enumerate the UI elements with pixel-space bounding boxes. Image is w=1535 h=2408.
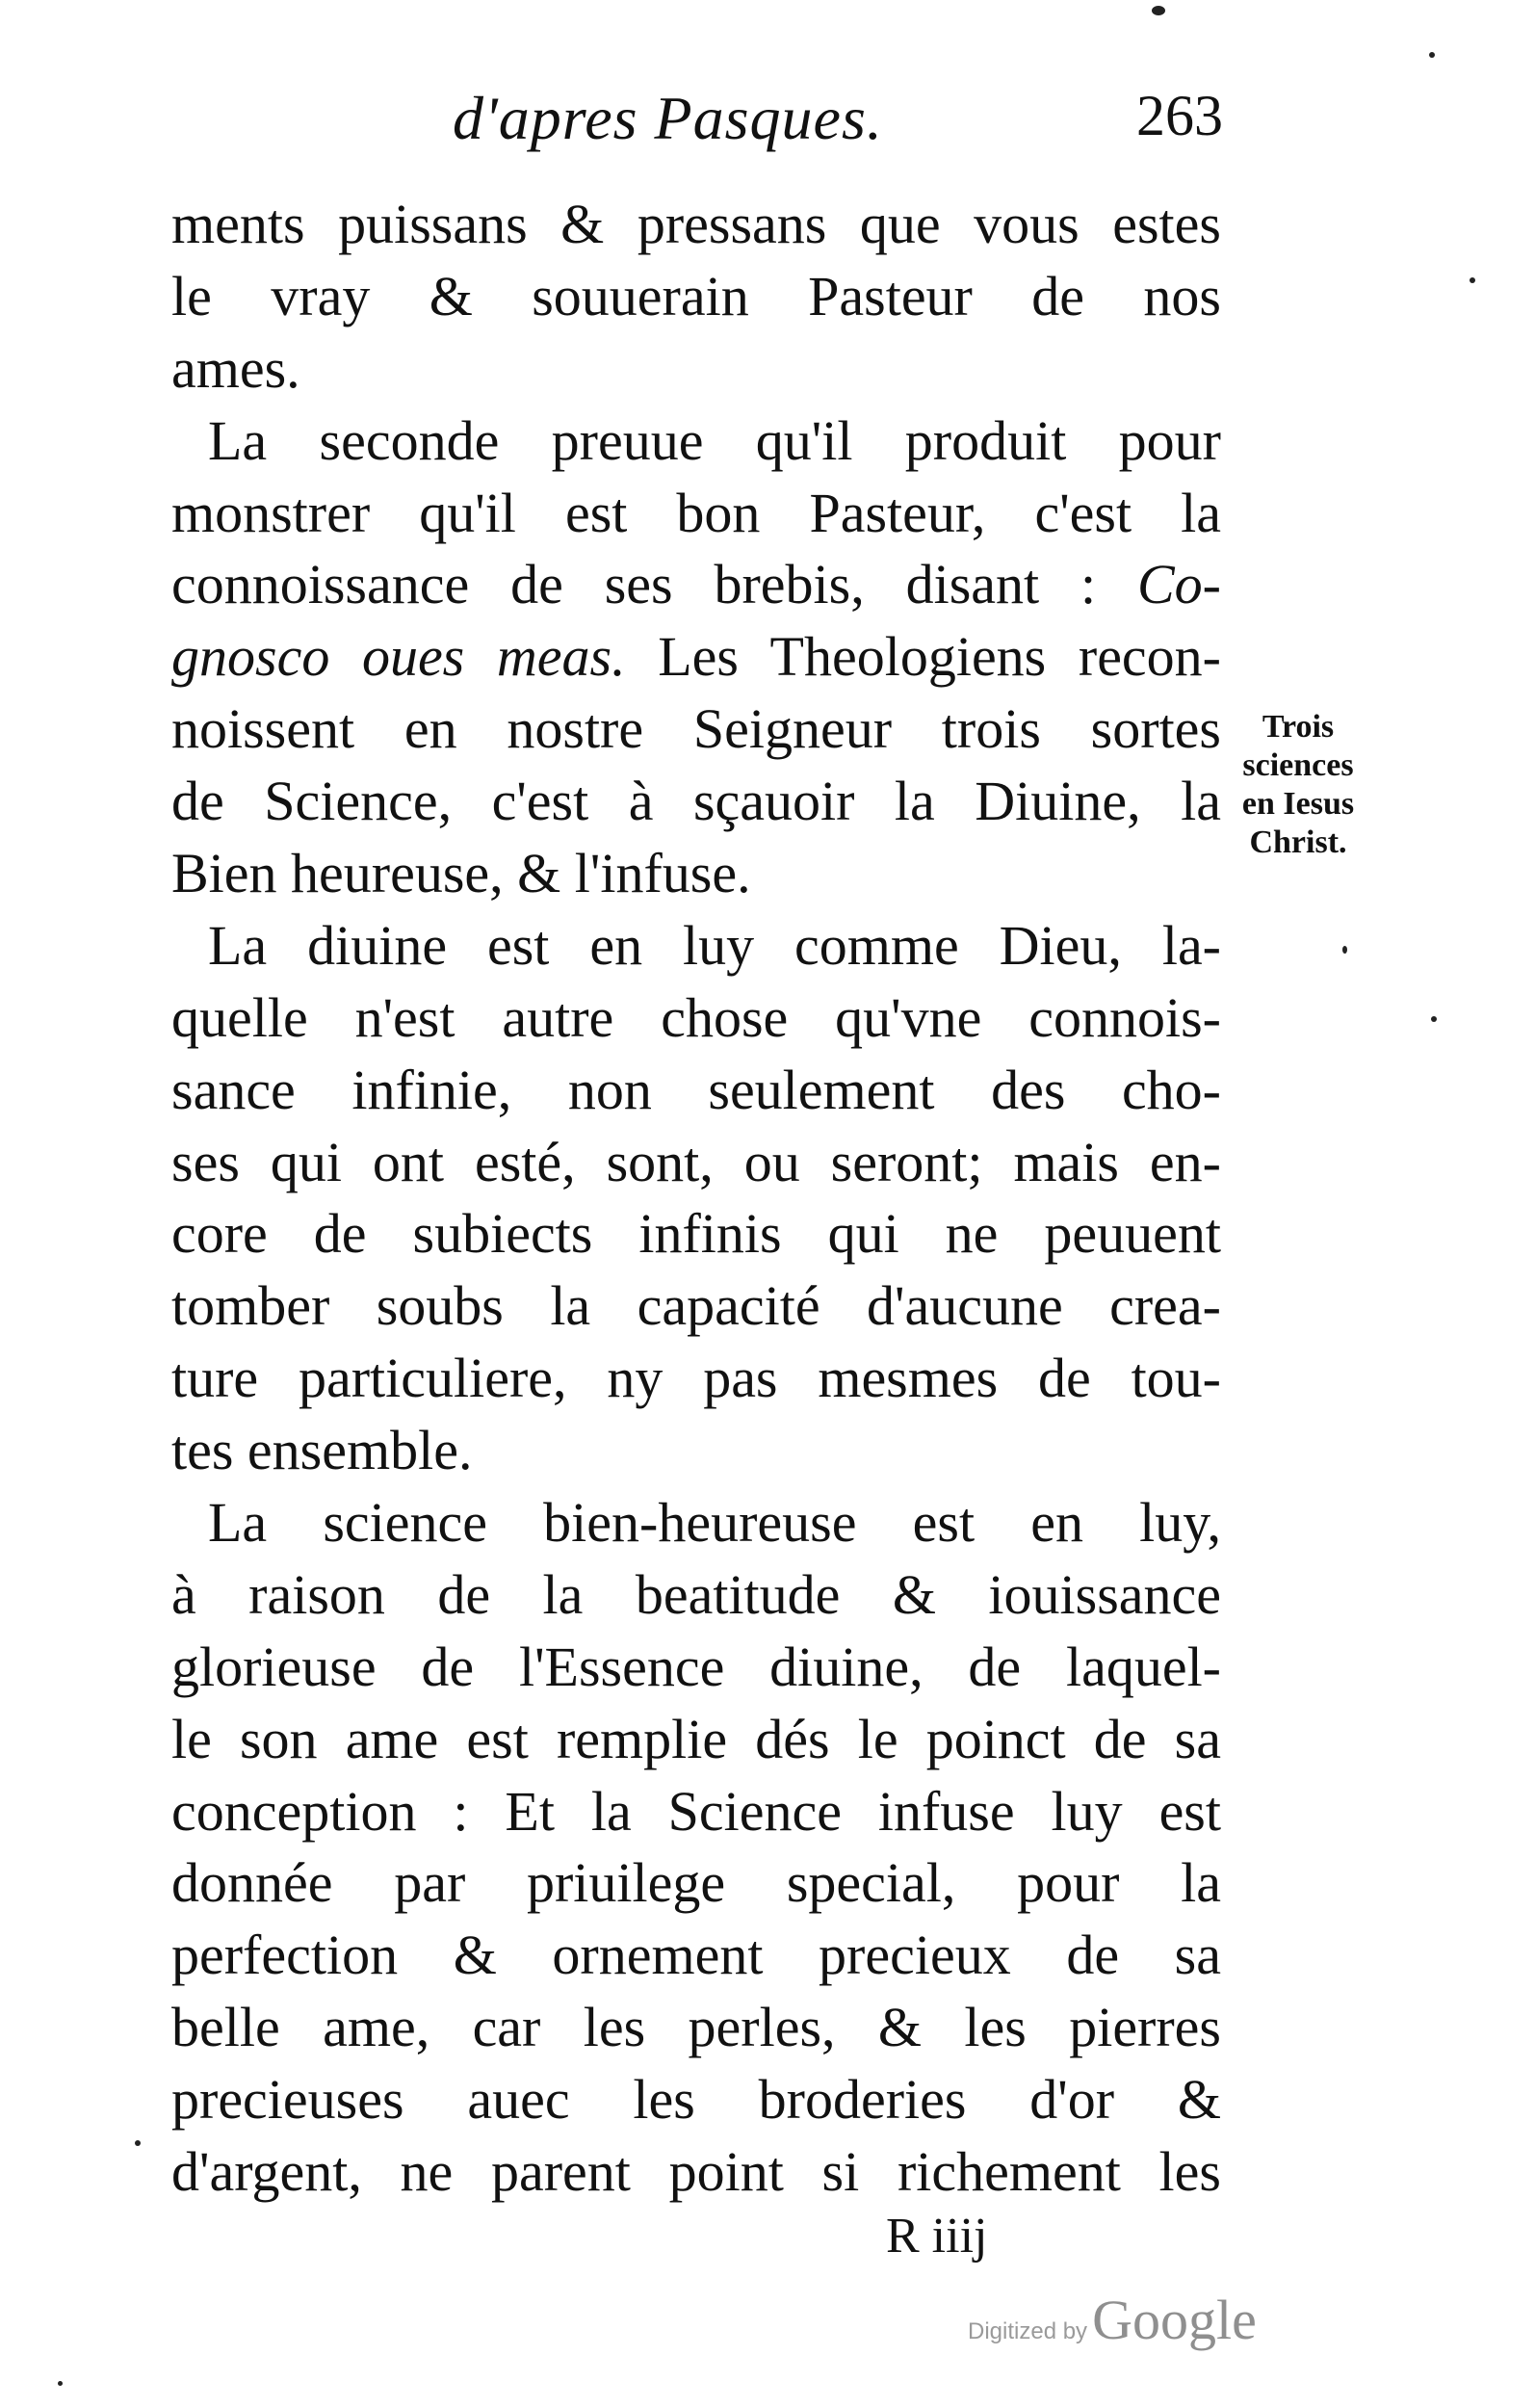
margin-note-line: Christ. (1249, 824, 1347, 860)
text-line: belle ame, car les perles, & les pierres (171, 1996, 1221, 2059)
text-line: noissent en nostre Seigneur trois sortes (171, 697, 1221, 761)
text-line (171, 621, 1221, 694)
text-line: conception : Et la Science infuse luy est (171, 1779, 1221, 1843)
watermark-prefix: Digitized by (968, 2318, 1088, 2344)
text-line: à raison de la beatitude & iouissance (171, 1562, 1221, 1626)
print-speck (58, 2381, 63, 2386)
text-line: ames. (171, 336, 300, 400)
page-number: 263 (1136, 84, 1223, 147)
text-line: tomber soubs la capacité d'aucune crea- (171, 1274, 1221, 1338)
print-speck (1152, 6, 1165, 15)
margin-note-line: en Iesus (1241, 786, 1355, 822)
text-line: sance infinie, non seulement des cho- (171, 1058, 1221, 1121)
text-line: glorieuse de l'Essence diuine, de laquel- (171, 1635, 1221, 1698)
running-head: d'apres Pasques. (453, 84, 883, 152)
google-logo: Google (1092, 2289, 1257, 2351)
text-line: quelle n'est autre chose qu'vne connois- (171, 985, 1221, 1049)
text-line: le son ame est remplie dés le poinct de sa (171, 1707, 1221, 1770)
text-line: monstrer qu'il est bon Pasteur, c'est la (171, 481, 1221, 544)
text-line: core de subiects infinis qui ne peuuent (171, 1202, 1221, 1266)
print-speck (1342, 946, 1347, 954)
text-line: precieuses auec les broderies d'or & (171, 2068, 1221, 2132)
body-text (171, 189, 1221, 2209)
latin-quote: gnosco oues meas. (171, 625, 626, 689)
print-speck (135, 2140, 141, 2146)
text-fragment: Les Theologiens recon- (658, 625, 1221, 689)
margin-note-line: Trois (1262, 709, 1335, 745)
text-line (171, 549, 1221, 621)
text-line: ments puissans & pressans que vous estes (171, 193, 1221, 255)
text-line: tes ensemble. (171, 1419, 473, 1482)
text-line: perfection & ornement precieux de sa (171, 1924, 1221, 1987)
text-fragment: connoissance de ses brebis, disant : (171, 553, 1137, 616)
margin-note (1221, 708, 1375, 862)
page-header (453, 83, 1242, 170)
text-line: La seconde preuue qu'il produit pour (208, 408, 1221, 472)
print-speck (1470, 277, 1475, 283)
margin-note-line: sciences (1242, 747, 1354, 783)
text-line: La science bien-heureuse est en luy, (208, 1491, 1221, 1555)
text-line: La diuine est en luy comme Dieu, la- (208, 913, 1221, 977)
digitized-watermark (968, 2288, 1257, 2352)
text-line: Bien heureuse, & l'infuse. (171, 842, 751, 905)
print-speck (1429, 52, 1435, 58)
signature-mark: R iiij (886, 2209, 988, 2264)
text-line: de Science, c'est à sçauoir la Diuine, la (171, 770, 1221, 833)
text-line: d'argent, ne parent point si richement les (171, 2140, 1221, 2204)
text-line: ses qui ont esté, sont, ou seront; mais en- (171, 1130, 1221, 1193)
text-line: ture particuliere, ny pas mesmes de tou- (171, 1347, 1221, 1410)
text-line: donnée par priuilege special, pour la (171, 1851, 1221, 1915)
latin-quote-start: Co- (1137, 553, 1221, 616)
text-line: le vray & souuerain Pasteur de nos (171, 264, 1221, 327)
print-speck (1431, 1016, 1437, 1022)
